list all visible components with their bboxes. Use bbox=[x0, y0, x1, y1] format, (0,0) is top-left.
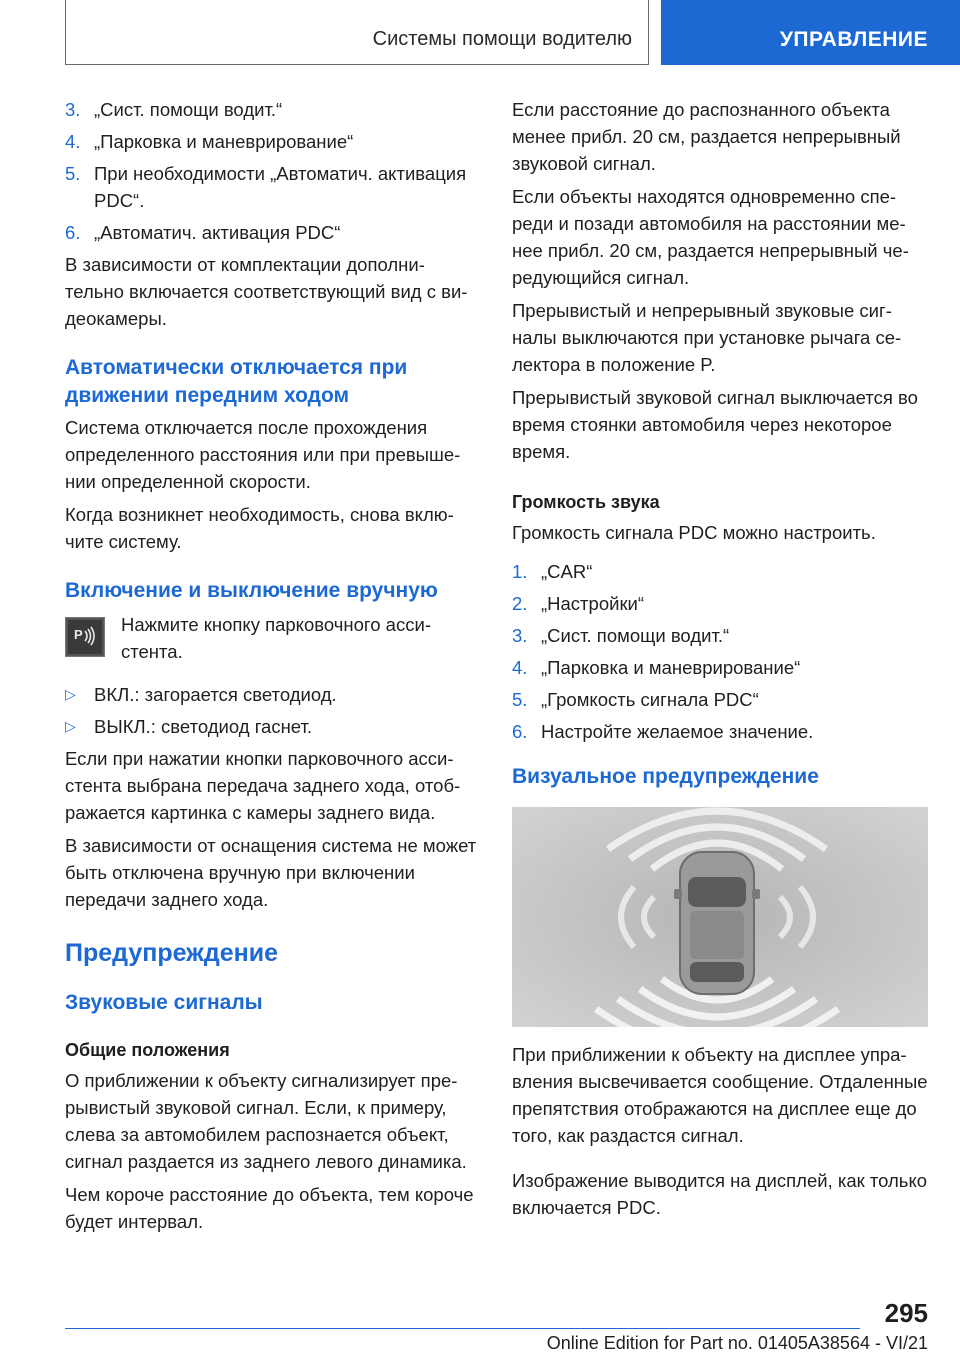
header-section-tab bbox=[661, 0, 960, 65]
list-item bbox=[65, 681, 477, 708]
heading-general: Общие положения bbox=[65, 1040, 230, 1060]
paragraph: При приближении к объекту на дисплее управления высвечивается сообщение. Отдаленные препятствия отображаются на дисплее еще до того, как раздастся сигнал. bbox=[512, 1044, 928, 1146]
paragraph: Если расстояние до распознанного объекта менее прибл. 20 см, раздается непрерывный звуковой сигнал. bbox=[512, 99, 901, 174]
header-title-box bbox=[65, 0, 649, 65]
step-text: Настройте желаемое значение. bbox=[541, 721, 814, 742]
heading-manual: Включение и выключение вручную bbox=[65, 579, 438, 602]
heading-volume: Громкость звука bbox=[512, 492, 660, 512]
step-number: 5. bbox=[65, 163, 81, 184]
list-item bbox=[512, 622, 928, 649]
heading-visual-warning: Визуальное предупреждение bbox=[512, 765, 819, 788]
heading-warning: Предупреждение bbox=[65, 939, 279, 967]
step-number: 6. bbox=[512, 721, 528, 742]
step-number: 2. bbox=[512, 593, 528, 614]
paragraph: Громкость сигнала PDC можно настроить. bbox=[512, 522, 876, 543]
paragraph: В зависимости от оснащения система не может быть отключена вручную при включении передачи заднего хода. bbox=[65, 835, 477, 910]
step-text: „Настройки“ bbox=[541, 593, 645, 614]
heading-sound-signals: Звуковые сигналы bbox=[65, 991, 263, 1014]
paragraph: Прерывистый и непрерывный звуковые сигналы выключаются при установке рычага селектора в положение P. bbox=[512, 300, 902, 375]
header-section-label: УПРАВЛЕНИЕ bbox=[779, 28, 928, 51]
paragraph: В зависимости от комплектации дополнительно включается соответствующий вид с видеокамеры. bbox=[65, 254, 468, 329]
step-number: 4. bbox=[512, 657, 528, 678]
list-item bbox=[512, 558, 928, 585]
step-text: „Автоматич. активация PDC“ bbox=[94, 222, 341, 243]
step-number: 6. bbox=[65, 222, 81, 243]
step-text: „Парковка и маневрирование“ bbox=[541, 657, 801, 678]
step-text: „Сист. помощи водит.“ bbox=[541, 625, 730, 646]
left-column bbox=[65, 96, 477, 1235]
step-number: 4. bbox=[65, 131, 81, 152]
list-item bbox=[65, 96, 477, 123]
list-item bbox=[512, 686, 928, 713]
pdc-visual-warning-image bbox=[512, 807, 928, 1027]
button-instruction: Нажмите кнопку парковочного ассистента. bbox=[121, 614, 431, 662]
paragraph: Когда возникнет необходимость, снова включите систему. bbox=[65, 504, 454, 552]
pdc-button-row bbox=[65, 611, 477, 665]
footer-divider bbox=[65, 1328, 860, 1329]
triangle-bullet-icon: ▷ bbox=[65, 718, 76, 734]
step-number: 3. bbox=[65, 99, 81, 120]
list-item bbox=[65, 160, 477, 214]
step-number: 1. bbox=[512, 561, 528, 582]
paragraph: Система отключается после прохождения определенного расстояния или при превышении определенной скорости. bbox=[65, 417, 461, 492]
step-text: „Громкость сигнала PDC“ bbox=[541, 689, 759, 710]
right-column bbox=[512, 96, 928, 1221]
parking-assistant-button-icon bbox=[65, 617, 105, 657]
paragraph: Чем короче расстояние до объекта, тем короче будет интервал. bbox=[65, 1184, 474, 1232]
paragraph: О приближении к объекту сигнализирует прерывистый звуковой сигнал. Если, к примеру, слева за автомобилем распознается объект, сигнал раздается из заднего левого динамика. bbox=[65, 1070, 467, 1172]
paragraph: Прерывистый звуковой сигнал выключается во время стоянки автомобиля через некоторое время. bbox=[512, 387, 918, 462]
step-text: При необходимости „Автоматич. активация PDC“. bbox=[94, 163, 467, 211]
step-number: 3. bbox=[512, 625, 528, 646]
list-item bbox=[512, 654, 928, 681]
paragraph: Если при нажатии кнопки парковочного ассистента выбрана передача заднего хода, отображается картинка с камеры заднего вида. bbox=[65, 748, 461, 823]
list-item bbox=[512, 718, 928, 745]
page-number: 295 bbox=[884, 1298, 928, 1328]
paragraph: Если объекты находятся одновременно спереди и позади автомобиля на расстоянии менее прибл. 20 см, раздается непрерывный чередующийся сигнал. bbox=[512, 186, 909, 288]
step-number: 5. bbox=[512, 689, 528, 710]
list-item bbox=[65, 713, 477, 740]
car-sensor-illustration bbox=[512, 807, 928, 1027]
svg-text:P: P bbox=[74, 627, 83, 642]
list-item bbox=[512, 590, 928, 617]
heading-auto-off: Автоматически отключается при движении передним ходом bbox=[65, 356, 408, 407]
footer-edition: Online Edition for Part no. 01405A38564 - VI/21 bbox=[546, 1333, 928, 1353]
settings-steps bbox=[512, 558, 928, 745]
header-title: Системы помощи водителю bbox=[372, 28, 632, 50]
list-item bbox=[65, 219, 477, 246]
list-item bbox=[65, 128, 477, 155]
bullet-text: ВКЛ.: загорается светодиод. bbox=[94, 684, 337, 705]
paragraph: Изображение выводится на дисплей, как только включается PDC. bbox=[512, 1170, 928, 1218]
step-text: „Парковка и маневрирование“ bbox=[94, 131, 354, 152]
step-text: „CAR“ bbox=[541, 561, 593, 582]
triangle-bullet-icon: ▷ bbox=[65, 686, 76, 702]
step-text: „Сист. помощи водит.“ bbox=[94, 99, 283, 120]
bullet-text: ВЫКЛ.: светодиод гаснет. bbox=[94, 716, 313, 737]
